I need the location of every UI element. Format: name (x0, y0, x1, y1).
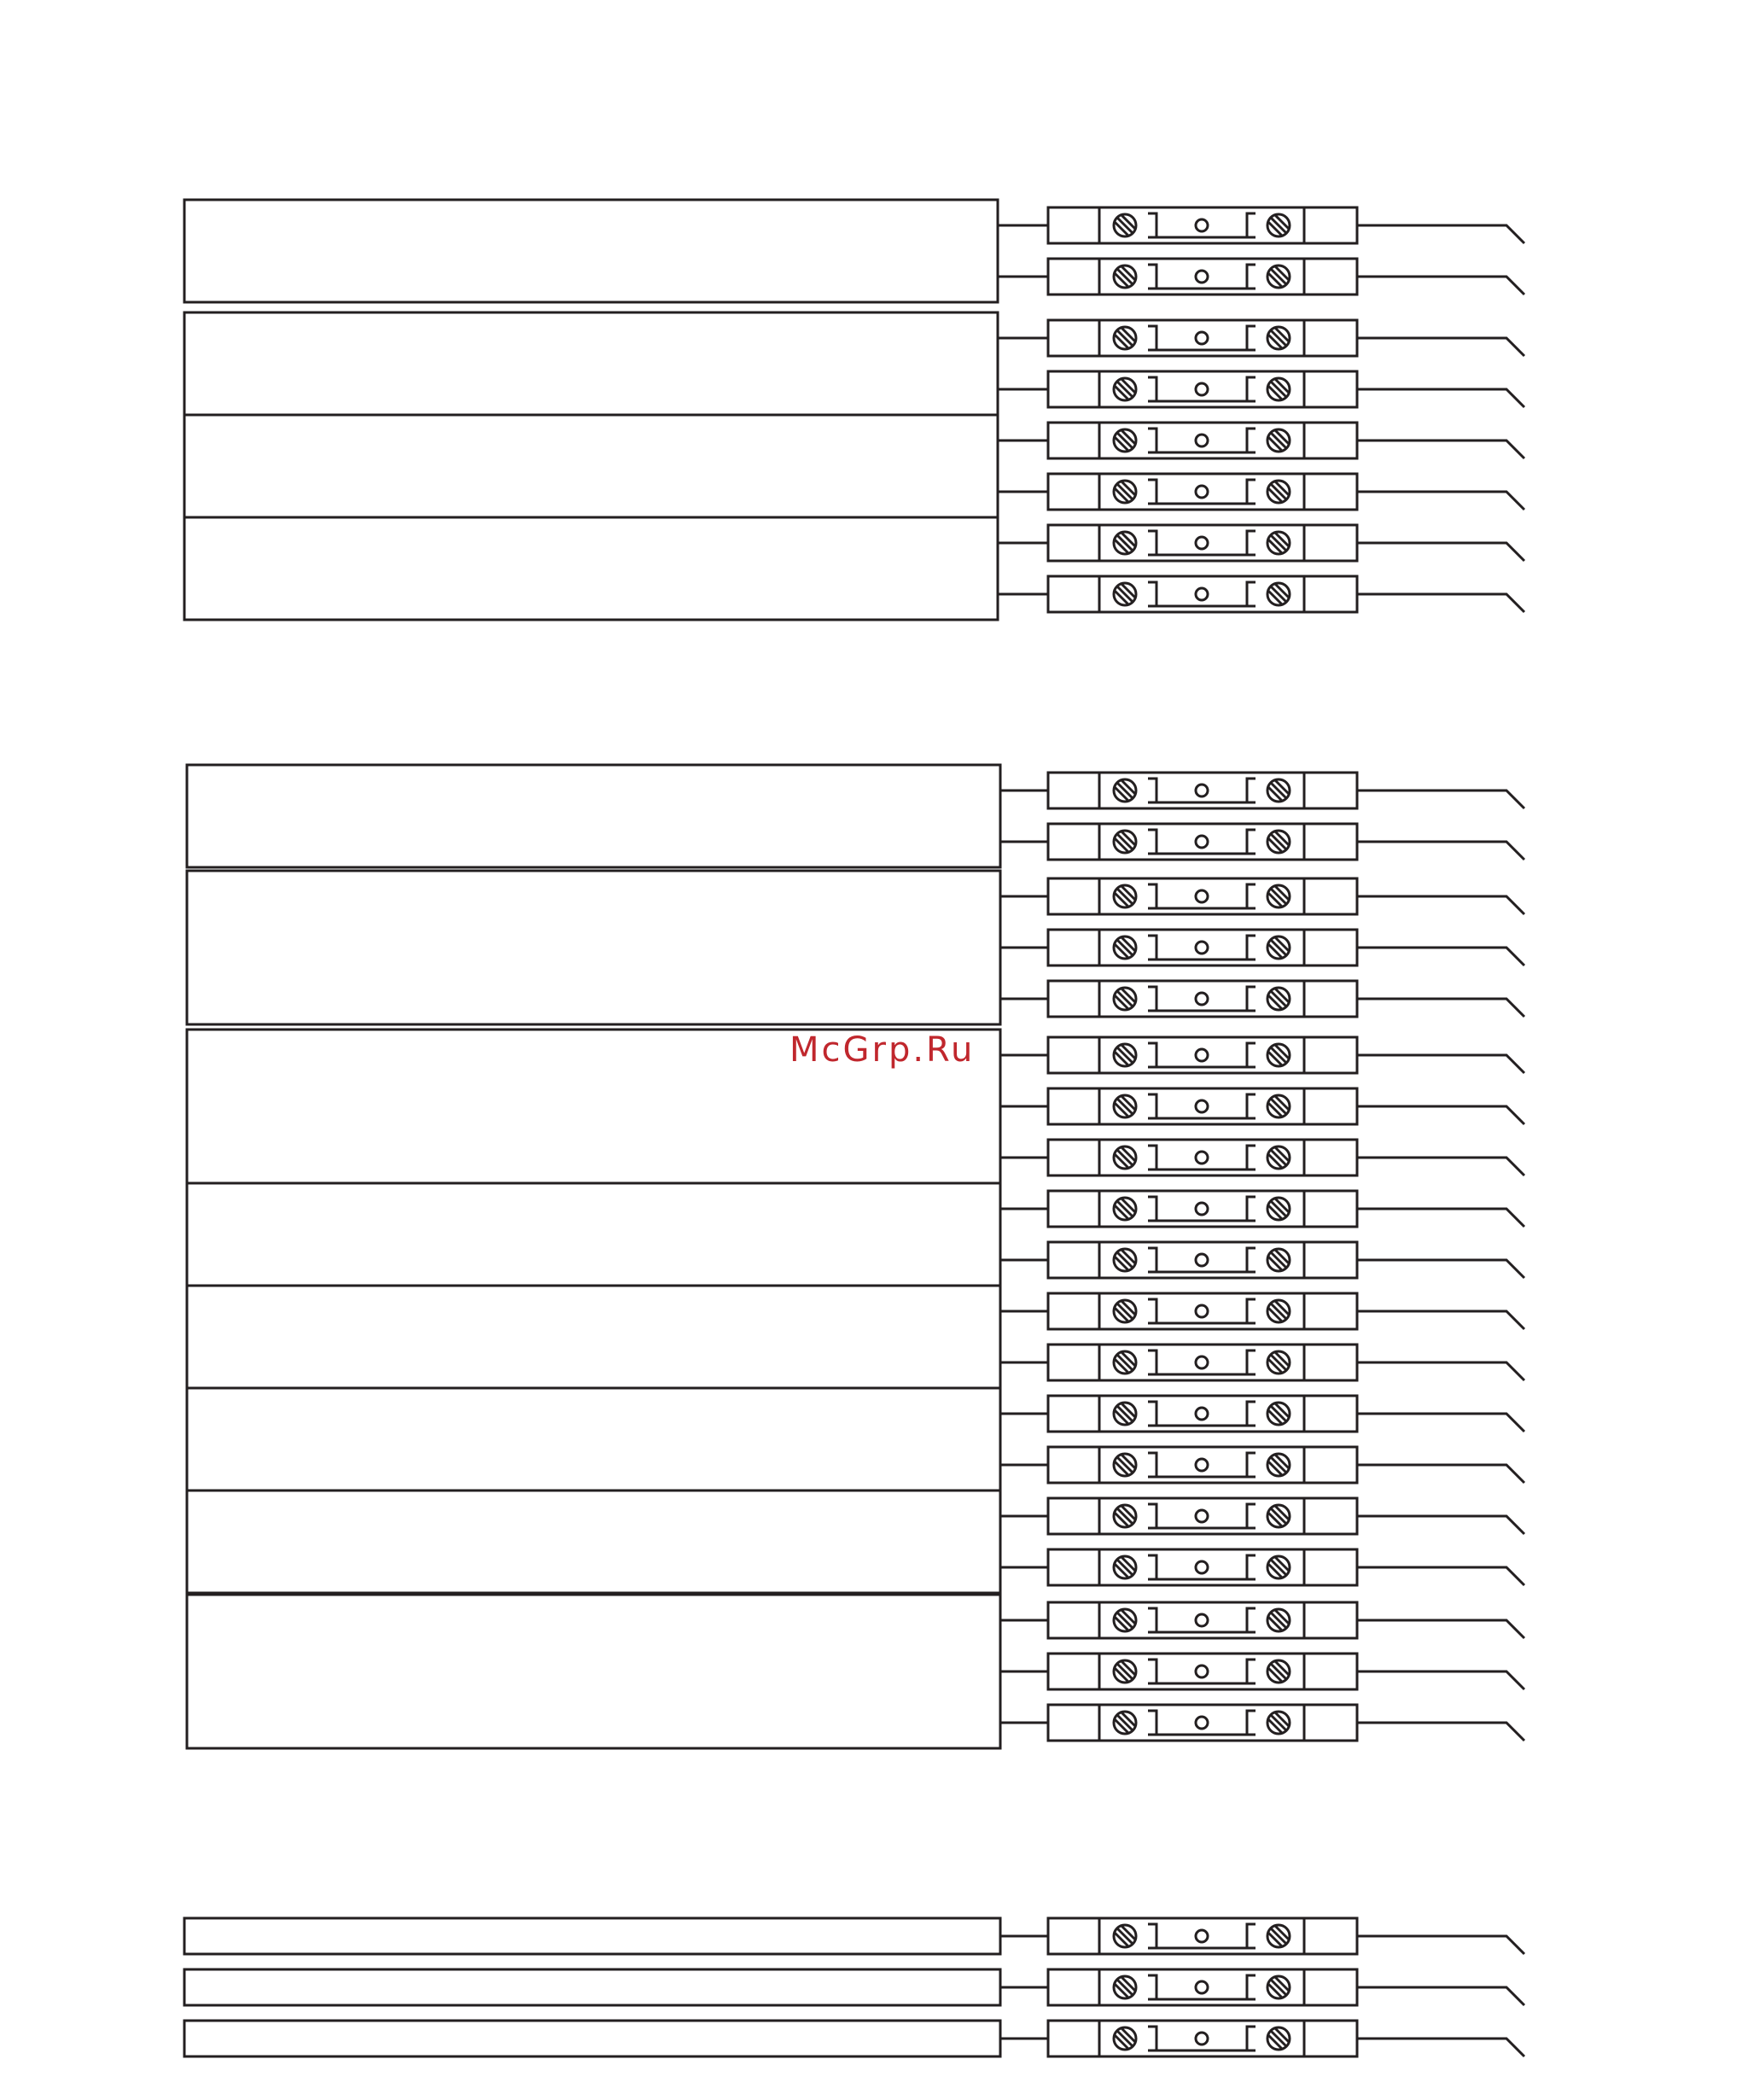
device-block (187, 1286, 1000, 1388)
terminal-block (1048, 981, 1524, 1017)
screw-icon (1114, 885, 1136, 907)
screw-icon (1267, 532, 1290, 554)
terminal-block (1048, 576, 1524, 612)
output-wire (1357, 1260, 1524, 1278)
screw-icon (1267, 214, 1290, 236)
screw-icon (1114, 265, 1136, 288)
screw-icon (1114, 1351, 1136, 1374)
output-wire (1357, 440, 1524, 458)
screw-icon (1114, 583, 1136, 605)
screw-icon (1114, 1300, 1136, 1322)
terminal-block (1048, 2021, 1524, 2056)
terminal-block (1048, 259, 1524, 295)
screw-icon (1114, 936, 1136, 959)
terminal-block (1048, 773, 1524, 808)
terminal-block (1048, 1088, 1524, 1124)
device-block (184, 312, 998, 415)
screw-icon (1267, 1249, 1290, 1271)
terminal-block (1048, 1969, 1524, 2005)
output-wire (1357, 1987, 1524, 2005)
screw-icon (1114, 1146, 1136, 1169)
output-wire (1357, 277, 1524, 295)
screw-icon (1114, 1403, 1136, 1425)
screw-icon (1114, 481, 1136, 503)
screw-icon (1114, 429, 1136, 452)
screw-icon (1267, 988, 1290, 1010)
screw-icon (1267, 1556, 1290, 1578)
screw-icon (1114, 2027, 1136, 2050)
screw-icon (1267, 1198, 1290, 1220)
device-block (187, 1595, 1000, 1748)
screw-icon (1267, 265, 1290, 288)
output-wire (1357, 1516, 1524, 1534)
terminal-block (1048, 1191, 1524, 1227)
screw-icon (1114, 1454, 1136, 1476)
screw-icon (1267, 1351, 1290, 1374)
screw-icon (1114, 1660, 1136, 1683)
screw-icon (1114, 1712, 1136, 1734)
terminal-block (1048, 1654, 1524, 1689)
terminal-block (1048, 878, 1524, 914)
output-wire (1357, 1936, 1524, 1954)
screw-icon (1267, 1095, 1290, 1117)
screw-icon (1267, 1505, 1290, 1527)
terminal-block (1048, 1447, 1524, 1483)
output-wire (1357, 1723, 1524, 1741)
screw-icon (1267, 1146, 1290, 1169)
output-wire (1357, 594, 1524, 612)
output-wire (1357, 1414, 1524, 1432)
terminal-block (1048, 474, 1524, 510)
device-block (184, 200, 998, 302)
terminal-block (1048, 1549, 1524, 1585)
device-block (187, 871, 1000, 1024)
screw-icon (1114, 1044, 1136, 1066)
output-wire (1357, 1465, 1524, 1483)
output-wire (1357, 1620, 1524, 1638)
screw-icon (1267, 1403, 1290, 1425)
output-wire (1357, 948, 1524, 965)
terminal-block (1048, 1037, 1524, 1073)
output-wire (1357, 338, 1524, 356)
screw-icon (1267, 1609, 1290, 1631)
device-block (187, 1388, 1000, 1490)
terminal-block (1048, 525, 1524, 561)
screw-icon (1114, 214, 1136, 236)
device-block (184, 1918, 1000, 1954)
screw-icon (1267, 429, 1290, 452)
screw-icon (1267, 1454, 1290, 1476)
terminal-block (1048, 930, 1524, 965)
output-wire (1357, 999, 1524, 1017)
screw-icon (1267, 327, 1290, 349)
terminal-block (1048, 371, 1524, 407)
terminal-block (1048, 1140, 1524, 1175)
output-wire (1357, 1311, 1524, 1329)
output-wire (1357, 492, 1524, 510)
screw-icon (1267, 779, 1290, 802)
output-wire (1357, 1362, 1524, 1380)
screw-icon (1267, 1044, 1290, 1066)
output-wire (1357, 1567, 1524, 1585)
screw-icon (1114, 1609, 1136, 1631)
screw-icon (1267, 885, 1290, 907)
terminal-block (1048, 1602, 1524, 1638)
output-wire (1357, 543, 1524, 561)
output-wire (1357, 842, 1524, 860)
terminal-block (1048, 824, 1524, 860)
device-block (184, 1969, 1000, 2005)
terminal-block (1048, 1396, 1524, 1432)
terminal-block (1048, 1242, 1524, 1278)
screw-icon (1267, 1712, 1290, 1734)
screw-icon (1114, 831, 1136, 853)
screw-icon (1267, 481, 1290, 503)
terminal-block (1048, 320, 1524, 356)
device-block (184, 517, 998, 620)
output-wire (1357, 1158, 1524, 1175)
screw-icon (1267, 2027, 1290, 2050)
screw-icon (1114, 1095, 1136, 1117)
screw-icon (1114, 1556, 1136, 1578)
output-wire (1357, 2039, 1524, 2056)
screw-icon (1267, 378, 1290, 400)
terminal-block (1048, 1498, 1524, 1534)
screw-icon (1114, 779, 1136, 802)
terminal-block (1048, 1345, 1524, 1380)
terminal-block (1048, 423, 1524, 458)
output-wire (1357, 1671, 1524, 1689)
device-block (184, 2021, 1000, 2056)
screw-icon (1114, 988, 1136, 1010)
screw-icon (1114, 378, 1136, 400)
watermark-text: McGrp.Ru (789, 1030, 976, 1070)
screw-icon (1267, 583, 1290, 605)
screw-icon (1114, 532, 1136, 554)
output-wire (1357, 389, 1524, 407)
screw-icon (1267, 1300, 1290, 1322)
screw-icon (1114, 1976, 1136, 1998)
terminal-block (1048, 1705, 1524, 1741)
screw-icon (1114, 1925, 1136, 1947)
screw-icon (1114, 1198, 1136, 1220)
output-wire (1357, 1055, 1524, 1073)
device-block (187, 1183, 1000, 1286)
terminal-block (1048, 207, 1524, 243)
output-wire (1357, 1209, 1524, 1227)
screw-icon (1267, 831, 1290, 853)
output-wire (1357, 790, 1524, 808)
screw-icon (1267, 1660, 1290, 1683)
terminal-block (1048, 1918, 1524, 1954)
device-block (187, 1490, 1000, 1593)
output-wire (1357, 896, 1524, 914)
screw-icon (1114, 1505, 1136, 1527)
device-block (184, 415, 998, 517)
screw-icon (1267, 936, 1290, 959)
output-wire (1357, 225, 1524, 243)
screw-icon (1267, 1925, 1290, 1947)
screw-icon (1114, 1249, 1136, 1271)
device-block (187, 765, 1000, 867)
screw-icon (1114, 327, 1136, 349)
output-wire (1357, 1106, 1524, 1124)
screw-icon (1267, 1976, 1290, 1998)
terminal-block (1048, 1293, 1524, 1329)
